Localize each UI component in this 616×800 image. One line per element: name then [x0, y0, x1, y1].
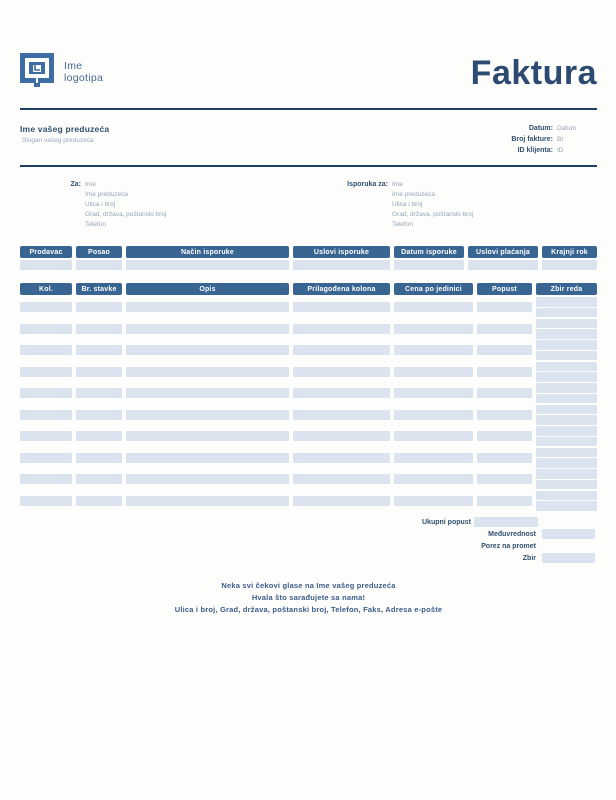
- items-column: [477, 297, 532, 512]
- item-input-cell[interactable]: [394, 410, 473, 420]
- item-input-cell[interactable]: [20, 302, 72, 312]
- bill-to-label: Za:: [70, 181, 81, 188]
- shipping-table-header: [20, 246, 597, 258]
- logo-text: [64, 60, 103, 85]
- item-input-cell[interactable]: [293, 431, 390, 441]
- item-input-cell[interactable]: [394, 388, 473, 398]
- line-total-cell[interactable]: [536, 362, 597, 372]
- item-input-cell[interactable]: [126, 431, 289, 441]
- item-input-cell[interactable]: [126, 496, 289, 506]
- item-input-cell[interactable]: [20, 453, 72, 463]
- line-total-cell[interactable]: [536, 480, 597, 490]
- item-input-cell[interactable]: [126, 367, 289, 377]
- company-block: [20, 124, 109, 158]
- item-input-cell[interactable]: [76, 474, 122, 484]
- items-table-header: [20, 283, 597, 295]
- col-header-nacin-isporuke: Način isporuke: [126, 246, 289, 258]
- total-discount-row: [20, 516, 597, 528]
- items-column: [293, 297, 390, 512]
- col-header-cena-po-jedinici: Cena po jedinici: [394, 283, 473, 295]
- line-total-cell[interactable]: [536, 501, 597, 511]
- item-input-cell[interactable]: [477, 496, 532, 506]
- ship-to-phone[interactable]: Telefon: [392, 221, 413, 228]
- invoice-title: Faktura: [470, 54, 597, 92]
- col-header-prodavac: Prodavac: [20, 246, 72, 258]
- item-input-cell[interactable]: [293, 345, 390, 355]
- items-column: [76, 297, 122, 512]
- item-input-cell[interactable]: [477, 367, 532, 377]
- item-input-cell[interactable]: [126, 410, 289, 420]
- tax-row: [20, 540, 597, 552]
- item-input-cell[interactable]: [394, 302, 473, 312]
- subtotal-row: [20, 528, 597, 540]
- item-input-cell[interactable]: [76, 345, 122, 355]
- invoice-number-value[interactable]: Br: [557, 136, 564, 143]
- item-input-cell[interactable]: [293, 496, 390, 506]
- line-total-cell[interactable]: [536, 340, 597, 350]
- item-input-cell[interactable]: [76, 453, 122, 463]
- company-name[interactable]: Ime vašeg preduzeća: [20, 124, 110, 134]
- col-header-opis: Opis: [126, 283, 289, 295]
- item-input-cell[interactable]: [477, 345, 532, 355]
- line-total-cell[interactable]: [536, 448, 597, 458]
- subtotal-label: Međuvrednost: [488, 530, 536, 538]
- tax-label: Porez na promet: [481, 542, 536, 550]
- col-header-kol: Kol.: [20, 283, 72, 295]
- line-total-cell[interactable]: [536, 372, 597, 382]
- invoice-date-row: [511, 125, 597, 136]
- line-total-cell[interactable]: [536, 469, 597, 479]
- item-input-cell[interactable]: [126, 302, 289, 312]
- item-input-cell[interactable]: [20, 324, 72, 334]
- grand-total-slot: [536, 553, 597, 563]
- col-header-posao: Posao: [76, 246, 122, 258]
- line-total-cell[interactable]: [536, 405, 597, 415]
- shipping-input-cell[interactable]: [394, 260, 464, 270]
- line-total-cell[interactable]: [536, 319, 597, 329]
- logo-text-line2: logotipa: [64, 72, 104, 84]
- bill-to-lines: [85, 180, 166, 230]
- addresses-section: [20, 180, 597, 230]
- ship-to-lines: [392, 180, 473, 230]
- shipping-input-cell[interactable]: [126, 260, 289, 270]
- grand-total-label: Zbir: [522, 554, 536, 562]
- item-input-cell[interactable]: [293, 410, 390, 420]
- ship-to-block: [330, 180, 473, 230]
- col-header-uslovi-placanja: Uslovi plaćanja: [468, 246, 538, 258]
- line-total-cell[interactable]: [536, 491, 597, 501]
- footer: [20, 580, 597, 616]
- company-logo: [20, 55, 103, 89]
- line-total-cell[interactable]: [536, 458, 597, 468]
- shipping-input-cell[interactable]: [468, 260, 538, 270]
- client-id-label: ID klijenta:: [517, 147, 553, 154]
- footer-thanks-note: Hvala što sarađujete sa nama!: [251, 593, 366, 602]
- item-input-cell[interactable]: [394, 345, 473, 355]
- items-table-body: [20, 297, 597, 512]
- bill-to-phone[interactable]: Telefon: [85, 221, 106, 228]
- shipping-input-cell[interactable]: [293, 260, 390, 270]
- item-input-cell[interactable]: [76, 496, 122, 506]
- item-input-cell[interactable]: [394, 453, 473, 463]
- header-divider: [20, 108, 597, 110]
- date-label: Datum:: [528, 125, 553, 132]
- item-input-cell[interactable]: [20, 474, 72, 484]
- col-header-datum-isporuke: Datum isporuke: [394, 246, 464, 258]
- item-input-cell[interactable]: [293, 302, 390, 312]
- bill-to-name[interactable]: Ime: [85, 181, 96, 188]
- items-column: [394, 297, 473, 512]
- col-header-prilagodjena-kolona: Prilagođena kolona: [293, 283, 390, 295]
- shipping-table-row: [20, 260, 597, 270]
- subtotal-cell[interactable]: [542, 529, 595, 539]
- logo-text-line1: Ime: [64, 59, 83, 72]
- client-id-row: [511, 147, 597, 158]
- item-input-cell[interactable]: [394, 367, 473, 377]
- item-input-cell[interactable]: [20, 410, 72, 420]
- footer-contact-note: Ulica i broj, Grad, država, poštanski broj, Telefon, Faks, Adresa e-pošte: [174, 605, 443, 614]
- item-input-cell[interactable]: [126, 388, 289, 398]
- line-total-cell[interactable]: [536, 394, 597, 404]
- footer-checks-note: Neka svi čekovi glase na Ime vašeg preduzeća: [221, 581, 396, 590]
- item-input-cell[interactable]: [394, 324, 473, 334]
- item-input-cell[interactable]: [394, 474, 473, 484]
- item-input-cell[interactable]: [394, 431, 473, 441]
- item-input-cell[interactable]: [477, 431, 532, 441]
- items-column: [20, 297, 72, 512]
- info-divider: [20, 165, 597, 167]
- items-table: [20, 283, 597, 512]
- item-input-cell[interactable]: [20, 367, 72, 377]
- col-header-krajnji-rok: Krajnji rok: [542, 246, 597, 258]
- item-input-cell[interactable]: [76, 431, 122, 441]
- item-input-cell[interactable]: [293, 453, 390, 463]
- bill-to-company[interactable]: Ime preduzeća: [85, 191, 128, 198]
- shipping-input-cell[interactable]: [542, 260, 597, 270]
- line-total-cell[interactable]: [536, 426, 597, 436]
- col-header-br-stavke: Br. stavke: [76, 283, 122, 295]
- line-total-column: [536, 297, 597, 512]
- item-input-cell[interactable]: [394, 496, 473, 506]
- item-input-cell[interactable]: [477, 324, 532, 334]
- item-input-cell[interactable]: [126, 345, 289, 355]
- item-input-cell[interactable]: [477, 302, 532, 312]
- col-header-uslovi-isporuke: Uslovi isporuke: [293, 246, 390, 258]
- shipping-table: [20, 246, 597, 270]
- item-input-cell[interactable]: [20, 496, 72, 506]
- item-input-cell[interactable]: [126, 324, 289, 334]
- line-total-cell[interactable]: [536, 329, 597, 339]
- date-value[interactable]: Datum: [557, 125, 577, 132]
- ship-to-city[interactable]: Grad, država, poštanski broj: [392, 211, 474, 218]
- invoice-info-block: [511, 125, 597, 158]
- item-input-cell[interactable]: [293, 388, 390, 398]
- invoice-number-label: Broj fakture:: [511, 136, 553, 143]
- ship-to-street[interactable]: Ulica i broj: [392, 201, 423, 208]
- ship-to-label: Isporuka za:: [347, 181, 388, 188]
- grand-total-cell[interactable]: [542, 553, 595, 563]
- items-column: [126, 297, 289, 512]
- item-input-cell[interactable]: [76, 367, 122, 377]
- item-input-cell[interactable]: [20, 388, 72, 398]
- company-info-row: [20, 124, 597, 158]
- line-total-cell[interactable]: [536, 351, 597, 361]
- item-input-cell[interactable]: [20, 431, 72, 441]
- item-input-cell[interactable]: [126, 453, 289, 463]
- page-header: [20, 54, 597, 92]
- ship-to-company[interactable]: Ime preduzeća: [392, 191, 435, 198]
- item-input-cell[interactable]: [76, 302, 122, 312]
- bill-to-street[interactable]: Ulica i broj: [85, 201, 116, 208]
- item-input-cell[interactable]: [20, 345, 72, 355]
- subtotal-slot: [536, 529, 597, 539]
- col-header-zbir-reda: Zbir reda: [536, 283, 597, 295]
- logo-mark-icon: [20, 53, 54, 92]
- total-discount-cell[interactable]: [474, 517, 538, 527]
- item-input-cell[interactable]: [126, 474, 289, 484]
- shipping-input-cell[interactable]: [76, 260, 122, 270]
- total-discount-label: Ukupni popust: [422, 518, 471, 526]
- item-input-cell[interactable]: [76, 324, 122, 334]
- item-input-cell[interactable]: [76, 388, 122, 398]
- line-total-cell[interactable]: [536, 383, 597, 393]
- item-input-cell[interactable]: [293, 324, 390, 334]
- bill-to-city[interactable]: Grad, država, poštanski broj: [85, 211, 167, 218]
- line-total-cell[interactable]: [536, 437, 597, 447]
- shipping-input-cell[interactable]: [20, 260, 72, 270]
- col-header-popust: Popust: [477, 283, 532, 295]
- item-input-cell[interactable]: [293, 474, 390, 484]
- line-total-cell[interactable]: [536, 308, 597, 318]
- item-input-cell[interactable]: [76, 410, 122, 420]
- item-input-cell[interactable]: [477, 474, 532, 484]
- totals-section: [20, 516, 597, 564]
- invoice-number-row: [511, 136, 597, 147]
- line-total-cell[interactable]: [536, 297, 597, 307]
- line-total-cell[interactable]: [536, 415, 597, 425]
- ship-to-name[interactable]: Ime: [392, 181, 403, 188]
- grand-total-row: [20, 552, 597, 564]
- item-input-cell[interactable]: [293, 367, 390, 377]
- bill-to-block: [20, 180, 330, 230]
- item-input-cell[interactable]: [477, 388, 532, 398]
- company-slogan[interactable]: Slogan vašeg preduzeća: [22, 137, 94, 144]
- item-input-cell[interactable]: [477, 453, 532, 463]
- item-input-cell[interactable]: [477, 410, 532, 420]
- client-id-value[interactable]: ID: [557, 147, 564, 154]
